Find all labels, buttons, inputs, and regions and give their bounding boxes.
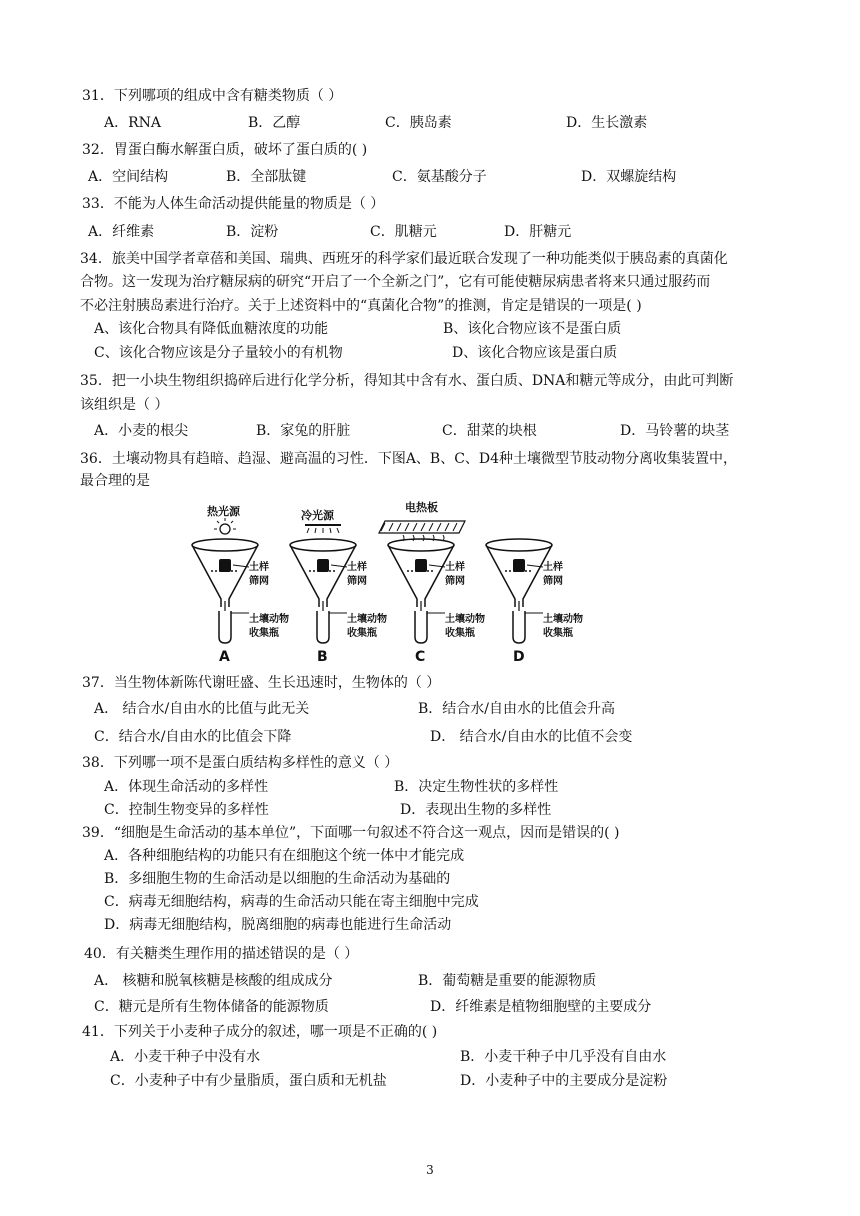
sieve-label: 筛网: [543, 576, 563, 587]
q37-option-c: C．结合水/自由水的比值会下降: [94, 729, 292, 745]
page-number: 3: [426, 1163, 434, 1177]
panel-label-b: B: [317, 649, 328, 665]
sieve-label: 筛网: [445, 576, 465, 587]
bottle-label: 收集瓶: [249, 628, 279, 639]
bottle-label: 收集瓶: [445, 628, 475, 639]
panel-label-c: C: [415, 649, 426, 665]
bulb-icon: [214, 518, 236, 534]
heating-plate-icon: [379, 521, 465, 541]
q34-option-d: D、该化合物应该是蛋白质: [452, 345, 618, 361]
sieve-label: 筛网: [347, 576, 367, 587]
q33-option-b: B．淀粉: [226, 224, 279, 240]
question-36-stem-line-2: 最合理的是: [80, 473, 150, 489]
apparatus-d: [486, 539, 583, 665]
panel-label-d: D: [513, 649, 525, 665]
q40-option-a: A． 核糖和脱氧核糖是核酸的组成成分: [94, 973, 333, 989]
q32-option-b: B．全部肽键: [226, 169, 307, 185]
q35-option-b: B．家兔的肝脏: [256, 423, 351, 439]
question-37-stem: 37．当生物体新陈代谢旺盛、生长迅速时，生物体的（ ）: [82, 675, 441, 691]
apparatus-a: [192, 504, 289, 665]
q34-option-c: C、该化合物应该是分子量较小的有机物: [94, 345, 343, 361]
soil-label: 土样: [543, 562, 563, 573]
q37-option-a: A． 结合水/自由水的比值与此无关: [94, 701, 310, 717]
animals-label: 土壤动物: [445, 614, 485, 625]
question-33-stem: 33．不能为人体生命活动提供能量的物质是（ ）: [82, 196, 385, 212]
question-35-stem-line-1: 35．把一小块生物组织捣碎后进行化学分析，得知其中含有水、蛋白质、DNA和糖元等成分，由此可判断: [80, 373, 734, 389]
q31-option-b: B．乙醇: [248, 115, 301, 131]
cold-lamp-icon: [305, 525, 341, 533]
q38-option-b: B．决定生物性状的多样性: [394, 779, 559, 795]
animals-label: 土壤动物: [543, 614, 583, 625]
q32-option-d: D．双螺旋结构: [581, 169, 677, 185]
soil-sample-block: [317, 559, 329, 572]
q41-option-d: D．小麦种子中的主要成分是淀粉: [460, 1073, 668, 1089]
q33-option-a: A．纤维素: [88, 224, 155, 240]
q39-option-a: A．各种细胞结构的功能只有在细胞这个统一体中才能完成: [104, 848, 465, 864]
panel-label-a: A: [219, 649, 230, 665]
q31-option-d: D．生长激素: [566, 115, 648, 131]
sieve-label: 筛网: [249, 576, 269, 587]
apparatus-c: [379, 500, 485, 665]
q40-option-b: B．葡萄糖是重要的能源物质: [418, 973, 597, 989]
q39-option-b: B．多细胞生物的生命活动是以细胞的生命活动为基础的: [104, 871, 451, 887]
hot-light-label: 热光源: [207, 505, 240, 518]
q31-option-a: A．RNA: [104, 115, 162, 131]
question-41-stem: 41．下列关于小麦种子成分的叙述，哪一项是不正确的( ): [82, 1024, 438, 1040]
q34-option-a: A、该化合物具有降低血糖浓度的功能: [94, 321, 329, 337]
soil-animal-collector-figure: [185, 497, 585, 667]
q38-option-d: D．表现出生物的多样性: [400, 802, 552, 818]
question-35-stem-line-2: 该组织是（ ）: [80, 397, 169, 413]
q39-option-d: D．病毒无细胞结构，脱离细胞的病毒也能进行生命活动: [104, 917, 452, 933]
q35-option-c: C．甜菜的块根: [442, 423, 537, 439]
question-38-stem: 38．下列哪一项不是蛋白质结构多样性的意义（ ）: [82, 755, 399, 771]
soil-sample-block: [219, 559, 231, 572]
animals-label: 土壤动物: [347, 614, 387, 625]
question-40-stem: 40．有关糖类生理作用的描述错误的是（ ）: [84, 946, 359, 962]
collection-bottle: [317, 611, 329, 643]
q41-option-c: C．小麦种子中有少量脂质，蛋白质和无机盐: [110, 1073, 387, 1089]
question-32-stem: 32．胃蛋白酶水解蛋白质，破坏了蛋白质的( ): [82, 142, 368, 158]
collection-bottle: [513, 611, 525, 643]
question-31-stem: 31．下列哪项的组成中含有糖类物质（ ）: [82, 88, 343, 104]
q32-option-a: A．空间结构: [88, 169, 169, 185]
q35-option-d: D．马铃薯的块茎: [620, 423, 730, 439]
bottle-label: 收集瓶: [543, 628, 573, 639]
q37-option-d: D． 结合水/自由水的比值不会变: [430, 729, 633, 745]
q35-option-a: A．小麦的根尖: [94, 423, 189, 439]
collection-bottle: [415, 611, 427, 643]
apparatus-b: [290, 508, 387, 665]
q40-option-d: D．纤维素是植物细胞壁的主要成分: [430, 999, 652, 1015]
q41-option-a: A．小麦干种子中没有水: [110, 1049, 261, 1065]
question-36-stem-line-1: 36．土壤动物具有趋暗、趋湿、避高温的习性．下图A、B、C、D4种土壤微型节肢动物分离收集装置中，: [80, 451, 738, 467]
question-34-stem-line-3: 不必注射胰岛素进行治疗。关于上述资料中的“真菌化合物”的推测，肯定是错误的一项是( ): [80, 298, 642, 314]
soil-sample-block: [415, 559, 427, 572]
collection-bottle: [219, 611, 231, 643]
question-34-stem-line-2: 合物。这一发现为治疗糖尿病的研究“开启了一个全新之门”，它有可能使糖尿病患者将来只通过服药而: [80, 274, 711, 290]
soil-label: 土样: [249, 562, 269, 573]
q37-option-b: B．结合水/自由水的比值会升高: [418, 701, 616, 717]
q38-option-a: A．体现生命活动的多样性: [104, 779, 269, 795]
heater-label: 电热板: [405, 501, 438, 514]
bottle-label: 收集瓶: [347, 628, 377, 639]
q34-option-b: B、该化合物应该不是蛋白质: [443, 321, 622, 337]
q32-option-c: C．氨基酸分子: [392, 169, 487, 185]
q33-option-d: D．肝糖元: [504, 224, 572, 240]
q41-option-b: B．小麦干种子中几乎没有自由水: [460, 1049, 667, 1065]
q40-option-c: C．糖元是所有生物体储备的能源物质: [94, 999, 329, 1015]
animals-label: 土壤动物: [249, 614, 289, 625]
soil-label: 土样: [347, 562, 367, 573]
q33-option-c: C．肌糖元: [370, 224, 437, 240]
q31-option-c: C．胰岛素: [385, 115, 452, 131]
question-39-stem: 39．“细胞是生命活动的基本单位”，下面哪一句叙述不符合这一观点，因而是错误的( ): [82, 825, 620, 841]
soil-label: 土样: [445, 562, 465, 573]
question-34-stem-line-1: 34．旅美中国学者章蓓和美国、瑞典、西班牙的科学家们最近联合发现了一种功能类似于胰岛素的真菌化: [80, 251, 728, 267]
q38-option-c: C．控制生物变异的多样性: [104, 802, 269, 818]
cold-light-label: 冷光源: [301, 509, 334, 522]
q39-option-c: C．病毒无细胞结构，病毒的生命活动只能在寄主细胞中完成: [104, 894, 479, 910]
soil-sample-block: [513, 559, 525, 572]
